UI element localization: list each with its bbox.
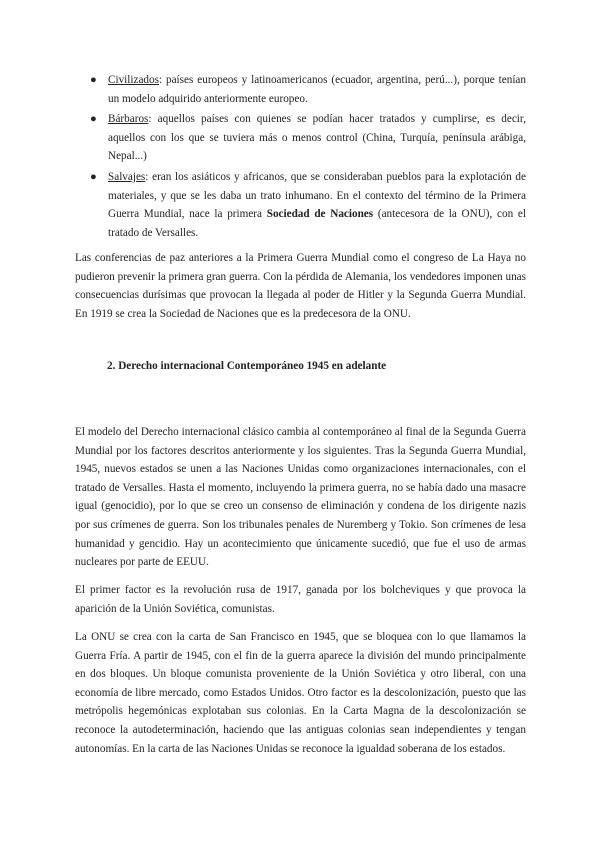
bullet-icon: ● bbox=[90, 74, 97, 86]
definition-salvajes-end: (antecesora de la ONU), con el tratado de Versalles. bbox=[108, 208, 526, 239]
paragraph-contemporaneo: El modelo del Derecho internacional clásico cambia al contemporáneo al final de la Segunda Guerra Mundial por los factores descritos anteriormente y los siguientes. Tras la Segunda Guerra Mundial, 1945, nuevos estados se unen a las Naciones Unidas como organizaciones internacionales, con el tratado de Versalles. Hasta el momento, incluyendo la primera guerra, no se había dado una masacre igual (genocidio), por lo que se creo un consenso de eliminación y condena de los dirigente nazis por sus crímenes de guerra. Son los tribunales penales de Nuremberg y Tokio. Son crímenes de lesa humanidad y gencidio. Hay un acontecimiento que únicamente sucedió, que fue el uso de armas nucleares por parte de EEUU. bbox=[75, 426, 526, 569]
definition-barbaros: : aquellos países con quienes se podían hacer tratados y cumplirse, es decir, aquellos con los que se tuviera más o menos control (China, Turquía, península arábiga, Nepal...) bbox=[108, 113, 526, 163]
definition-salvajes: : eran los asiáticos y africanos, que se consideraban pueblos para la explotación de materiales, y que se les daba un trato inhumano. En el contexto del término de la Primera Guerra Mundial, nace la primera bbox=[108, 170, 526, 221]
paragraph-onu: La ONU se crea con la carta de San Francisco en 1945, que se bloquea con lo que llamamos la Guerra Fría. A partir de 1945, con el fin de la guerra aparece la división del mundo principalmente en dos bloques. Un bloque comunista proveniente de la Unión Soviética y otro liberal, con una economía de libre mercado, como Estados Unidos. Otro factor es la descolonización, puesto que las metrópolis hegemónicas explotaban sus colonias. En la Carta Magna de la descolonización se reconoce la autodeterminación, haciendo que las antiguas colonias sean independientes y tengan autonomías. En la carta de las Naciones Unidas se reconoce la igualdad soberana de los estados. bbox=[75, 631, 526, 755]
section-heading: 2. Derecho internacional Contemporáneo 1945 en adelante bbox=[107, 360, 387, 372]
definition-civilizados: : países europeos y latinoamericanos (ecuador, argentina, perú...), porque tenían un modelo adquirido anteriormente europeo. bbox=[108, 74, 526, 105]
paragraph-primer-factor: El primer factor es la revolución rusa de 1917, ganada por los bolcheviques y que provoca la aparición de la Unión Soviética, comunistas. bbox=[75, 584, 526, 615]
term-civilizados: Civilizados bbox=[108, 74, 159, 86]
bullet-list bbox=[90, 71, 526, 244]
bullet-icon: ● bbox=[90, 170, 97, 183]
bullet-item-salvajes bbox=[90, 168, 526, 242]
sociedad-de-naciones-bold: Sociedad de Naciones bbox=[266, 208, 374, 221]
bullet-icon: ● bbox=[90, 113, 97, 126]
term-barbaros: Bárbaros bbox=[108, 113, 149, 126]
bullet-item-barbaros bbox=[90, 110, 526, 166]
bullet-item-civilizados bbox=[90, 71, 526, 108]
intro-paragraph: Las conferencias de paz anteriores a la Primera Guerra Mundial como el congreso de La Haya no pudieron prevenir la primera gran guerra. Con la pérdida de Alemania, los vendedores imponen unas consecuencias durísimas que provocan la llegada al poder de Hitler y la Segunda Guerra Mundial. En 1919 se crea la Sociedad de Naciones que es la predecesora de la ONU. bbox=[75, 252, 526, 320]
term-salvajes: Salvajes bbox=[108, 170, 146, 183]
